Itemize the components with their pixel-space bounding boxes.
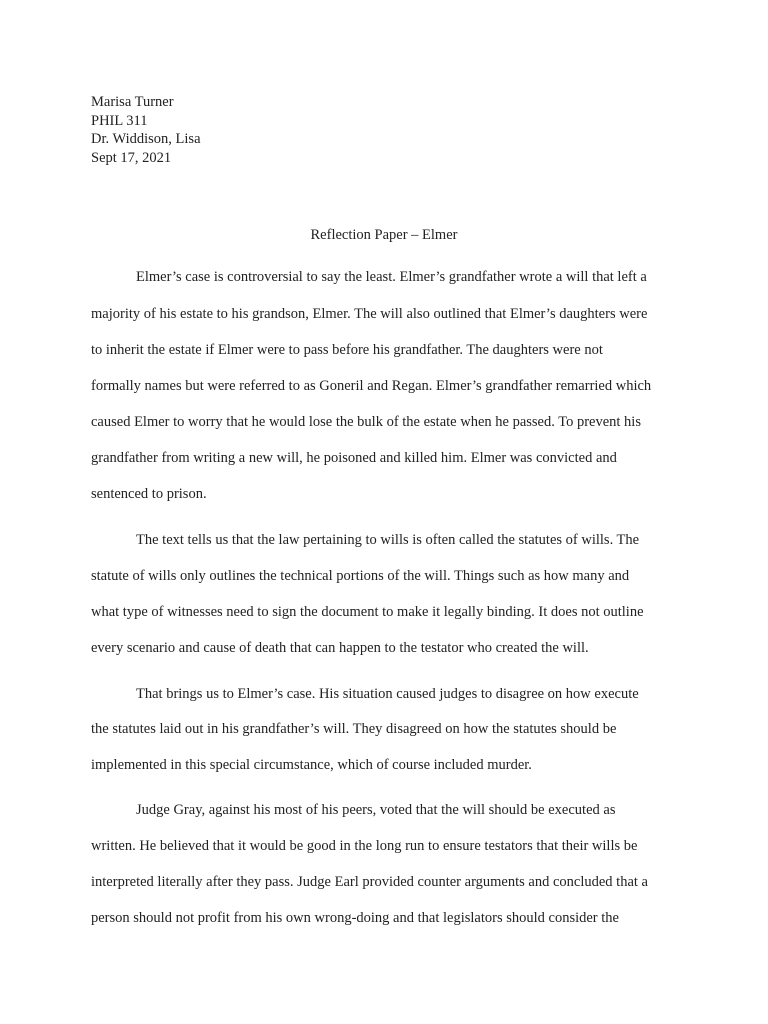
paragraph-2-line-3: what type of witnesses need to sign the document to make it legally binding. It does not outline xyxy=(91,604,644,620)
paragraph-1-line-4: formally names but were referred to as Goneril and Regan. Elmer’s grandfather remarried which xyxy=(91,378,652,394)
paper-date: Sept 17, 2021 xyxy=(91,149,172,166)
paragraph-2-line-2: statute of wills only outlines the technical portions of the will. Things such as how many and xyxy=(91,568,630,584)
paragraph-3-line-2: the statutes laid out in his grandfather’s will. They disagreed on how the statutes should be xyxy=(91,721,617,737)
author-name: Marisa Turner xyxy=(91,94,174,110)
paragraph-3-line-3: implemented in this special circumstance, which of course included murder. xyxy=(91,757,532,773)
instructor-name: Dr. Widdison, Lisa xyxy=(91,131,201,147)
paragraph-1-line-5: caused Elmer to worry that he would lose the bulk of the estate when he passed. To prevent his xyxy=(91,414,641,430)
paragraph-1-line-7: sentenced to prison. xyxy=(91,486,207,502)
paragraph-3-line-1: That brings us to Elmer’s case. His situation caused judges to disagree on how execute xyxy=(136,686,639,702)
paragraph-2-line-1: The text tells us that the law pertaining to wills is often called the statutes of wills. The xyxy=(136,532,640,548)
header-block xyxy=(91,93,201,167)
paragraph-1-line-3: to inherit the estate if Elmer were to pass before his grandfather. The daughters were not xyxy=(91,342,603,358)
paragraph-2-line-4: every scenario and cause of death that can happen to the testator who created the will. xyxy=(91,640,589,656)
paragraph-1-line-6: grandfather from writing a new will, he poisoned and killed him. Elmer was convicted and xyxy=(91,450,617,466)
paragraph-1-line-1: Elmer’s case is controversial to say the least. Elmer’s grandfather wrote a will that left a xyxy=(136,269,647,285)
paragraph-4-line-3: interpreted literally after they pass. Judge Earl provided counter arguments and concluded that a xyxy=(91,874,648,890)
course-code: PHIL 311 xyxy=(91,112,148,129)
paragraph-4-line-4: person should not profit from his own wrong-doing and that legislators should consider the xyxy=(91,910,619,926)
paragraph-4-line-2: written. He believed that it would be good in the long run to ensure testators that their wills be xyxy=(91,838,638,854)
paragraph-1-line-2: majority of his estate to his grandson, Elmer. The will also outlined that Elmer’s daughters were xyxy=(91,306,648,322)
paper-title: Reflection Paper – Elmer xyxy=(310,227,458,243)
paragraph-4-line-1: Judge Gray, against his most of his peers, voted that the will should be executed as xyxy=(136,802,616,818)
